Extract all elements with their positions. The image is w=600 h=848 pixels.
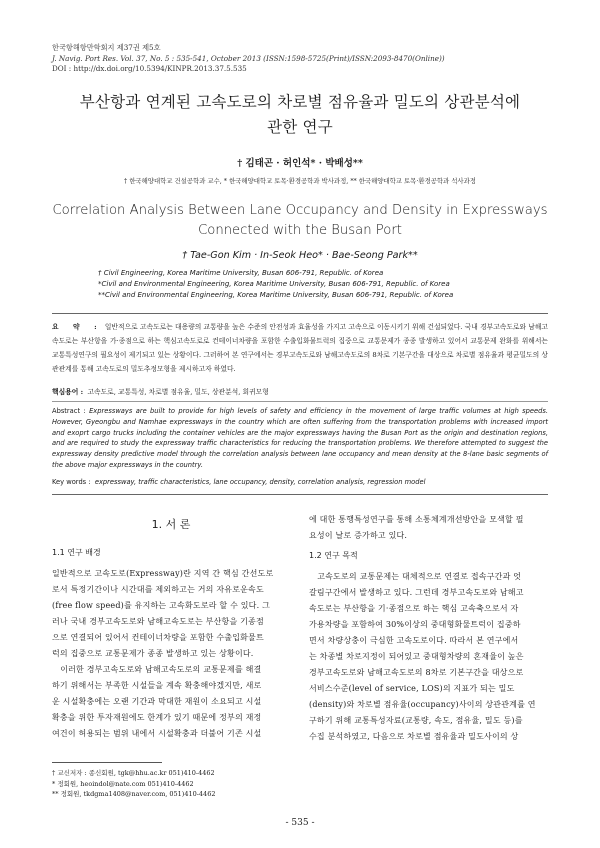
footnote-member-2: ** 정회원, tkdgma1408@naver.com, 051)410-4462: [52, 790, 216, 798]
abstract-korean-text: 일반적으로 고속도로는 대용량의 교통량을 높은 수준의 안전성과 효율성을 가지고 고속으로 이동시키기 위해 건설되었다. 국내 경부고속도로와 남해고속도로는 부산항을 가·종점으로 하는 핵심고속도로로 컨테이너차량을 포함한 수출입화물트럭의 집중으로 교통문제가 종종 발생하고 있어서 교통문제 완화를 위해서는 교통특성연구의 필요성이 제기되고 있는 상황이다. 그러하여 본 연구에서는 경부고속도로와 남해고속도로의 8차로 기본구간을 대상으로 차로별 점유율과 평균밀도의 상관관계를 통해 고속도로의 밀도추정모형을 제시하고자 하였다.: [52, 323, 548, 373]
body-right-column-top: 에 대한 통행특성연구를 통해 소통체계개선방안을 모색할 필 요성이 날로 증가하고 있다.: [309, 515, 524, 540]
affiliation-english: † Civil Engineering, Korea Maritime University, Busan 606-791, Republic. of Korea *Civil and Environmental Engineering, Korea Maritime University, Busan 606-791, Republic. of Korea **Civil and Environmental Engineering, Korea Maritime University, Busan 606-791, Republic. of Korea: [98, 269, 454, 299]
abstract-english: [52, 406, 548, 471]
journal-citation: J. Navig. Port Res. Vol. 37, No. 5 : 535-541, October 2013 (ISSN:1598-5725(Print)/ISSN:2093-8470(Online)): [52, 53, 445, 63]
title-english: Correlation Analysis Between Lane Occupancy and Density in Expressways Connected with the Busan Port: [52, 203, 548, 238]
abstract-english-text: Expressways are built to provide for high levels of safety and efficiency in the movement of large traffic volumes at high speeds. However, Gyeongbu and Namhae expressways in the country which are often suffering from the transportation problems with increased import and exoprt cargo trucks including the container vehicles are the major expressways having the Busan Port as the origin and destination regions, and are required to study the expressway traffic characteristics for reducing the transportation problems. We therefore attempted to suggest the expressway density predictive model through the correlation analysis between lane occupancy and mean density at the 8-lane basic segments of the above major expressways in the country.: [52, 407, 548, 469]
keywords-english: Key words : expressway, traffic characteristics, lane occupancy, density, correlation analysis, regression model: [52, 478, 426, 486]
keywords-korean: 핵심용어 : 고속도로, 교통특성, 차로별 점유율, 밀도, 상관분석, 회귀모형: [52, 388, 269, 396]
journal-name: 한국항해항만학회지 제37권 제5호: [52, 43, 161, 52]
subsection-heading-background: 1.1 연구 배경: [52, 548, 101, 557]
footnote-rule: [52, 762, 162, 763]
footnote-member-1: * 정회원, heoindol@nate.com 051)410-4462: [52, 779, 194, 788]
affiliation-korean: † 한국해양대학교 건설공학과 교수, * 한국해양대학교 토목·환경공학과 박사과정, ** 한국해양대학교 토목·환경공학과 석사과정: [124, 177, 476, 185]
journal-header: [52, 43, 445, 75]
keywords-english-label: Key words :: [52, 478, 91, 486]
doi-link[interactable]: DOI : http://dx.doi.org/10.5394/KINPR.2013.37.5.535: [52, 64, 247, 73]
subsection-heading-purpose: 1.2 연구 목적: [309, 551, 358, 560]
divider-bottom: [52, 494, 548, 495]
abstract-english-label: Abstract :: [52, 407, 86, 415]
footnotes: [52, 768, 302, 800]
authors-korean: † 김태곤 · 허인석* · 박배성**: [237, 158, 363, 169]
abstract-korean-label: 요 약 :: [52, 323, 103, 331]
footnote-corresponding: † 교신저자 : 종신회원, tgk@hhu.ac.kr 051)410-4462: [52, 769, 215, 777]
body-right-column: 고속도로의 교통문제는 대체적으로 연결로 접속구간과 엇 갈림구간에서 발생하고 있다. 그런데 경부고속도로와 남해고 속도로는 부산항을 기·종점으로 하는 핵심 고속축으로서 자 가용차량을 포함하여 30%이상의 중대형화물트럭이 집중하 면서 차량상충이 극심한 고속도로이다. 따라서 본 연구에서 는 차종별 차로지정이 되어있고 중대형차량의 혼재율이 높은 경부고속도로와 남해고속도로의 8차로 기본구간을 대상으로 서비스수준(level of service, LOS)의 지표가 되는 밀도 (density)와 차로별 점유율(occupancy)사이의 상관관계를 연 구하기 위해 교통특성자료(교통량, 속도, 점유율, 밀도 등)를 수집 분석하였고, 다음으로 차로별 점유율과 밀도사이의 상: [309, 572, 536, 741]
title-korean: 부산항과 연계된 고속도로의 차로별 점유율과 밀도의 상관분석에 관한 연구: [79, 93, 521, 136]
page-number: - 535 -: [285, 818, 315, 828]
keywords-korean-label: 핵심용어 :: [52, 388, 84, 396]
authors-english: † Tae-Gon Kim · In-Seok Heo* · Bae-Seong Park**: [182, 250, 418, 261]
divider-top: [52, 313, 548, 314]
body-left-column: 일반적으로 고속도로(Expressway)란 지역 간 핵심 간선도로 로서 특정기간이나 시간대를 제외하고는 거의 자유로운속도 (free flow speed)를 유지하는 고속화도로라 할 수 있다. 그 러나 국내 경부고속도로와 남해고속도로는 부산항을 기종점 으로 연결되어 있어서 컨테이너차량을 포함한 수출입화물트 럭의 집중으로 교통문제가 종종 발생하고 있는 상황이다. 이러한 경부고속도로와 남해고속도로의 교통문제를 해결 하기 위해서는 부족한 시설들을 계속 확충해야겠지만, 새로 운 시설확충에는 오랜 기간과 막대한 재원이 소요되고 시설 확충을 위한 투자재원에도 한계가 있기 때문에 정부의 재정 여건이 허용되는 범위 내에서 시설확충과 더불어 기존 시설: [52, 569, 274, 738]
abstract-korean: [52, 320, 548, 376]
section-heading-introduction: 1. 서 론: [151, 518, 191, 531]
divider-mid: [52, 401, 548, 402]
